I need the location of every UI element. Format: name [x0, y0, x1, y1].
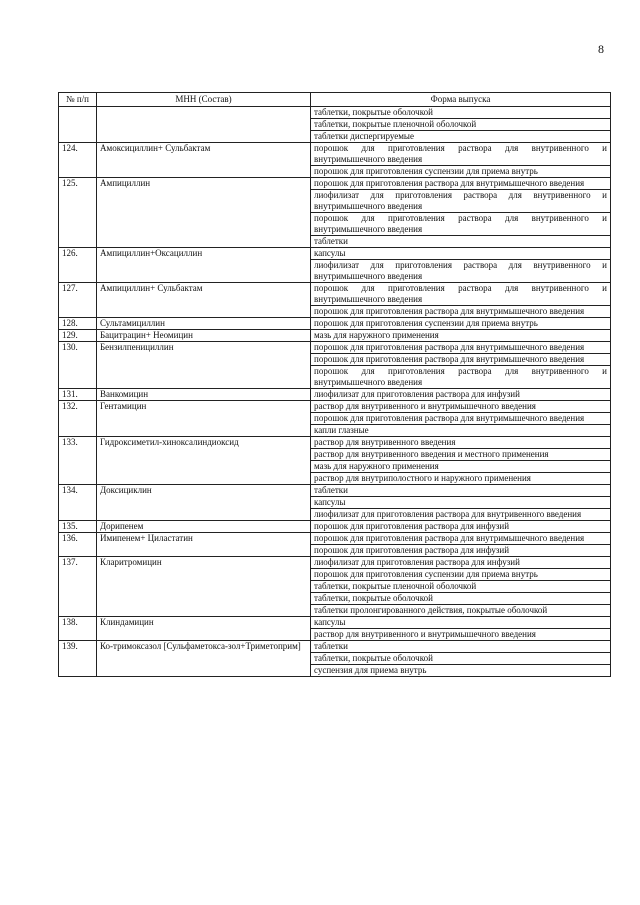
- release-form: лиофилизат для приготовления раствора для внутривенного введения: [311, 509, 611, 521]
- table-row: [59, 283, 611, 306]
- release-form: порошок для приготовления раствора для внутривенного и внутримышечного введения: [311, 213, 611, 236]
- release-form: порошок для приготовления раствора для внутримышечного введения: [311, 342, 611, 354]
- release-form: лиофилизат для приготовления раствора для инфузий: [311, 389, 611, 401]
- table-row: [59, 401, 611, 413]
- table-row: [59, 485, 611, 497]
- drug-name: Ампициллин+ Сульбактам: [97, 283, 311, 318]
- release-form: раствор для внутривенного и внутримышечного введения: [311, 629, 611, 641]
- drug-name: Дорипенем: [97, 521, 311, 533]
- table-row: [59, 318, 611, 330]
- row-number: 129.: [59, 330, 97, 342]
- release-form: таблетки, покрытые пленочной оболочкой: [311, 581, 611, 593]
- release-form: порошок для приготовления раствора для инфузий: [311, 545, 611, 557]
- release-form: капсулы: [311, 617, 611, 629]
- release-form: таблетки: [311, 236, 611, 248]
- release-form: порошок для приготовления раствора для инфузий: [311, 521, 611, 533]
- row-number: 126.: [59, 248, 97, 283]
- release-form: мазь для наружного применения: [311, 461, 611, 473]
- row-number: 137.: [59, 557, 97, 617]
- header-form: Форма выпуска: [311, 93, 611, 107]
- release-form: таблетки: [311, 485, 611, 497]
- table-row: [59, 617, 611, 629]
- table-row: [59, 143, 611, 166]
- drug-name: Ко-тримоксазол [Сульфаметокса-зол+Триметоприм]: [97, 641, 311, 677]
- drug-name: Ампициллин+Оксациллин: [97, 248, 311, 283]
- drug-name: Бензилпенициллин: [97, 342, 311, 389]
- release-form: таблетки пролонгированного действия, покрытые оболочкой: [311, 605, 611, 617]
- row-number: 133.: [59, 437, 97, 485]
- row-number: 134.: [59, 485, 97, 521]
- row-number: [59, 107, 97, 143]
- release-form: порошок для приготовления раствора для внутривенного и внутримышечного введения: [311, 366, 611, 389]
- page-number: 8: [598, 42, 604, 56]
- release-form: порошок для приготовления раствора для внутримышечного введения: [311, 178, 611, 190]
- drug-name: Ампициллин: [97, 178, 311, 248]
- release-form: раствор для внутриполостного и наружного применения: [311, 473, 611, 485]
- drug-name: Имипенем+ Циластатин: [97, 533, 311, 557]
- header-num: № п/п: [59, 93, 97, 107]
- release-form: раствор для внутривенного и внутримышечного введения: [311, 401, 611, 413]
- release-form: порошок для приготовления раствора для внутримышечного введения: [311, 413, 611, 425]
- release-form: раствор для внутривенного введения и местного применения: [311, 449, 611, 461]
- release-form: порошок для приготовления раствора для внутривенного и внутримышечного введения: [311, 283, 611, 306]
- table-row: [59, 342, 611, 354]
- drug-table: [58, 92, 611, 677]
- release-form: таблетки диспергируемые: [311, 131, 611, 143]
- release-form: лиофилизат для приготовления раствора для инфузий: [311, 557, 611, 569]
- release-form: порошок для приготовления раствора для внутримышечного введения: [311, 533, 611, 545]
- release-form: капсулы: [311, 248, 611, 260]
- table-header-row: [59, 93, 611, 107]
- row-number: 139.: [59, 641, 97, 677]
- table-row: [59, 641, 611, 653]
- table-row: [59, 330, 611, 342]
- release-form: капли глазные: [311, 425, 611, 437]
- release-form: таблетки, покрытые оболочкой: [311, 107, 611, 119]
- release-form: мазь для наружного применения: [311, 330, 611, 342]
- release-form: раствор для внутривенного введения: [311, 437, 611, 449]
- row-number: 130.: [59, 342, 97, 389]
- drug-name: Амоксициллин+ Сульбактам: [97, 143, 311, 178]
- table-row: [59, 107, 611, 119]
- row-number: 124.: [59, 143, 97, 178]
- table-row: [59, 533, 611, 545]
- drug-name: Кларитромицин: [97, 557, 311, 617]
- release-form: порошок для приготовления раствора для внутримышечного введения: [311, 354, 611, 366]
- release-form: капсулы: [311, 497, 611, 509]
- row-number: 125.: [59, 178, 97, 248]
- row-number: 131.: [59, 389, 97, 401]
- release-form: таблетки, покрытые оболочкой: [311, 593, 611, 605]
- release-form: суспензия для приема внутрь: [311, 665, 611, 677]
- row-number: 136.: [59, 533, 97, 557]
- release-form: лиофилизат для приготовления раствора для внутривенного и внутримышечного введения: [311, 260, 611, 283]
- release-form: порошок для приготовления раствора для внутривенного и внутримышечного введения: [311, 143, 611, 166]
- table-row: [59, 178, 611, 190]
- drug-name: Сультамициллин: [97, 318, 311, 330]
- release-form: порошок для приготовления суспензии для приема внутрь: [311, 569, 611, 581]
- row-number: 135.: [59, 521, 97, 533]
- release-form: порошок для приготовления суспензии для приема внутрь: [311, 318, 611, 330]
- drug-name: Клиндамицин: [97, 617, 311, 641]
- row-number: 138.: [59, 617, 97, 641]
- table-row: [59, 437, 611, 449]
- table-body: [59, 107, 611, 677]
- header-name: МНН (Состав): [97, 93, 311, 107]
- drug-name: Доксициклин: [97, 485, 311, 521]
- drug-name: [97, 107, 311, 143]
- release-form: порошок для приготовления суспензии для приема внутрь: [311, 166, 611, 178]
- release-form: лиофилизат для приготовления раствора для внутривенного и внутримышечного введения: [311, 190, 611, 213]
- table-row: [59, 557, 611, 569]
- drug-name: Гентамицин: [97, 401, 311, 437]
- row-number: 127.: [59, 283, 97, 318]
- table-row: [59, 248, 611, 260]
- drug-name: Бацитрацин+ Неомицин: [97, 330, 311, 342]
- table-row: [59, 389, 611, 401]
- drug-name: Ванкомицин: [97, 389, 311, 401]
- table-row: [59, 521, 611, 533]
- release-form: таблетки, покрытые пленочной оболочкой: [311, 119, 611, 131]
- row-number: 132.: [59, 401, 97, 437]
- release-form: таблетки: [311, 641, 611, 653]
- release-form: таблетки, покрытые оболочкой: [311, 653, 611, 665]
- release-form: порошок для приготовления раствора для внутримышечного введения: [311, 306, 611, 318]
- drug-name: Гидроксиметил-хиноксалиндиоксид: [97, 437, 311, 485]
- row-number: 128.: [59, 318, 97, 330]
